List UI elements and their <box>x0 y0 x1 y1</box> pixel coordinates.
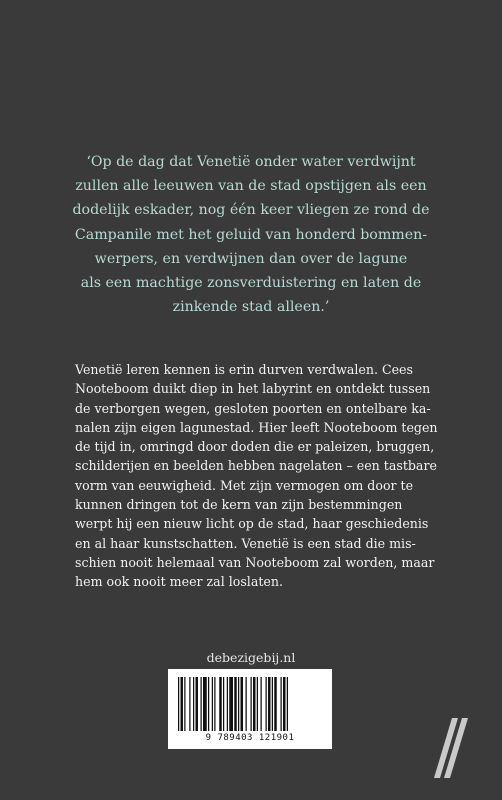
quote-line: zinkende stad alleen.’ <box>172 299 330 316</box>
blurb-line: vorm van eeuwigheid. Met zijn vermogen om door te <box>75 477 414 493</box>
isbn-digits: 9 789403 121901 <box>205 733 295 743</box>
blurb-line: schien nooit helemaal van Nooteboom zal worden, maar <box>75 554 435 570</box>
blurb-text <box>75 360 438 592</box>
blurb-line: werpt hij een nieuw licht op de stad, haar geschiedenis <box>75 516 429 532</box>
blurb-line: hem ook nooit meer zal loslaten. <box>75 574 283 590</box>
blurb-line: schilderijen en beelden hebben nagelaten – een tastbare <box>75 458 437 474</box>
quote-line: ‘Op de dag dat Venetië onder water verdwijnt <box>86 154 416 170</box>
isbn-barcode <box>168 669 332 749</box>
blurb-line: kunnen dringen tot de kern van zijn bestemmingen <box>75 497 403 513</box>
blurb-line: de verborgen wegen, gesloten poorten en ontelbare ka- <box>75 400 431 416</box>
blurb-line: en al haar kunstschatten. Venetië is een stad die mis- <box>75 535 416 551</box>
blurb-line: Nooteboom duikt diep in het labyrint en ontdekt tussen <box>75 381 431 397</box>
publisher-logo-icon <box>428 716 472 780</box>
blurb-line: nalen zijn eigen lagunestad. Hier leeft Nooteboom tegen <box>75 419 438 435</box>
publisher-website: debezigebij.nl <box>206 650 296 665</box>
quote-block <box>40 150 462 319</box>
quote-line: Campanile met het geluid van honderd bommen- <box>74 226 428 243</box>
blurb-line: de tijd in, omringd door doden die er paleizen, bruggen, <box>75 439 435 455</box>
quote-line: dodelijk eskader, nog één keer vliegen ze rond de <box>72 202 430 219</box>
quote-line: werpers, en verdwijnen dan over de lagune <box>94 250 408 267</box>
quote-line: als een machtige zonsverduistering en laten de <box>80 275 422 292</box>
blurb-line: Venetië leren kennen is erin durven verdwalen. Cees <box>75 362 413 377</box>
quote-line: zullen alle leeuwen van de stad opstijgen als een <box>75 178 427 195</box>
